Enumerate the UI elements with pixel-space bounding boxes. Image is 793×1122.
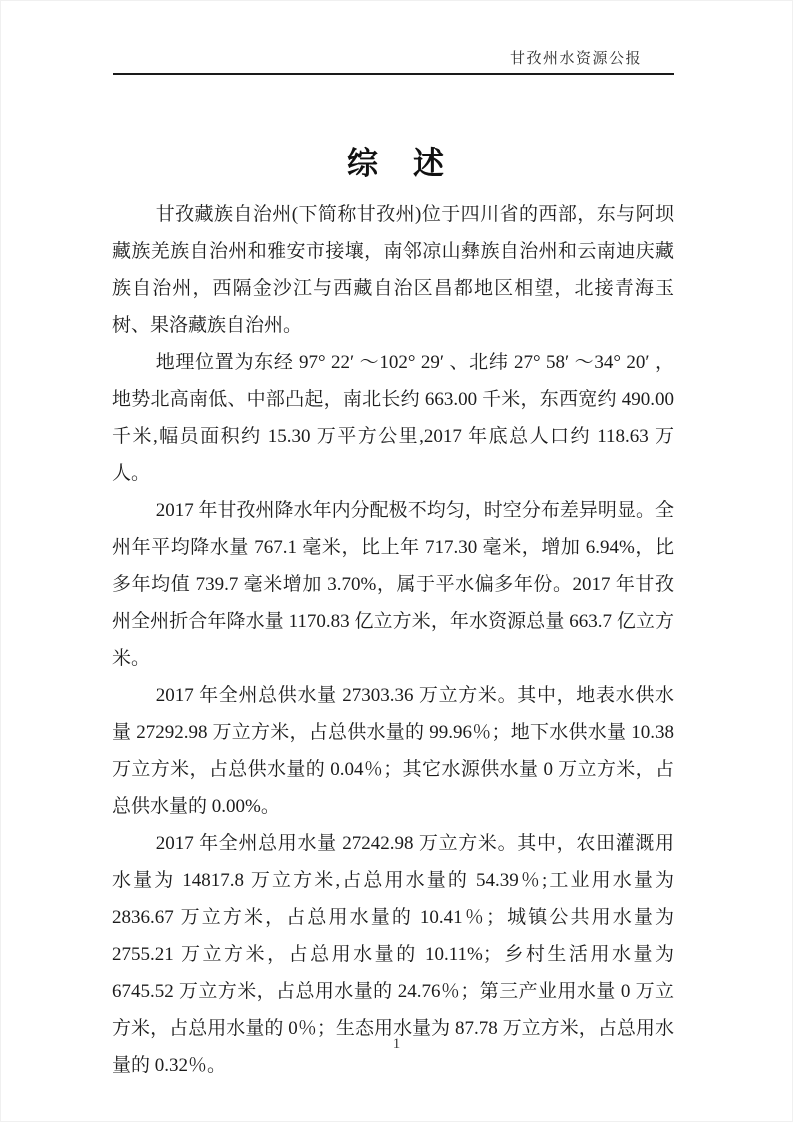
running-header-title: 甘孜州水资源公报 [509, 51, 642, 67]
document-body [112, 196, 674, 1084]
document-title: 综 述 [347, 146, 446, 181]
paragraph-location-overview: 甘孜藏族自治州(下简称甘孜州)位于四川省的西部，东与阿坝藏族羌族自治州和雅安市接壤，南邻凉山彝族自治州和云南迪庆藏族自治州，西隔金沙江与西藏自治区昌都地区相望，北接青海玉树、果洛藏族自治州。 [112, 204, 674, 336]
page-footer [0, 1035, 793, 1053]
page-header [113, 50, 674, 75]
paragraph-geography: 地理位置为东经 97° 22′ ～102° 29′ 、北纬 27° 58′ ～34° 20′ ，地势北高南低、中部凸起，南北长约 663.00 千米，东西宽约 490.00 千米,幅员面积约 15.30 万平方公里,2017 年底总人口约 118.63 万人。 [112, 352, 674, 484]
header-rule [113, 73, 674, 75]
paragraph-water-supply: 2017 年全州总供水量 27303.36 万立方米。其中，地表水供水量 27292.98 万立方米，占总供水量的 99.96％；地下水供水量 10.38 万立方米，占总供水量的 0.04％；其它水源供水量 0 万立方米，占总供水量的 0.00%。 [112, 685, 674, 817]
paragraph-precipitation: 2017 年甘孜州降水年内分配极不均匀，时空分布差异明显。全州年平均降水量 767.1 毫米，比上年 717.30 毫米，增加 6.94%，比多年均值 739.7 毫米增加 3.70%，属于平水偏多年份。2017 年甘孜州全州折合年降水量 1170.83 亿立方米，年水资源总量 663.7 亿立方米。 [112, 500, 674, 669]
paragraph-water-usage: 2017 年全州总用水量 27242.98 万立方米。其中，农田灌溉用水量为 14817.8 万立方米,占总用水量的 54.39％;工业用水量为 2836.67 万立方米，占总用水量的 10.41％；城镇公共用水量为 2755.21 万立方米，占总用水量的 10.11%；乡村生活用水量为 6745.52 万立方米，占总用水量的 24.76％；第三产业用水量 0 万立方米，占总用水量的 0％；生态用水量为 87.78 万立方米，占总用水量的 0.32％。 [112, 833, 674, 1076]
page-number: 1 [392, 1036, 401, 1052]
